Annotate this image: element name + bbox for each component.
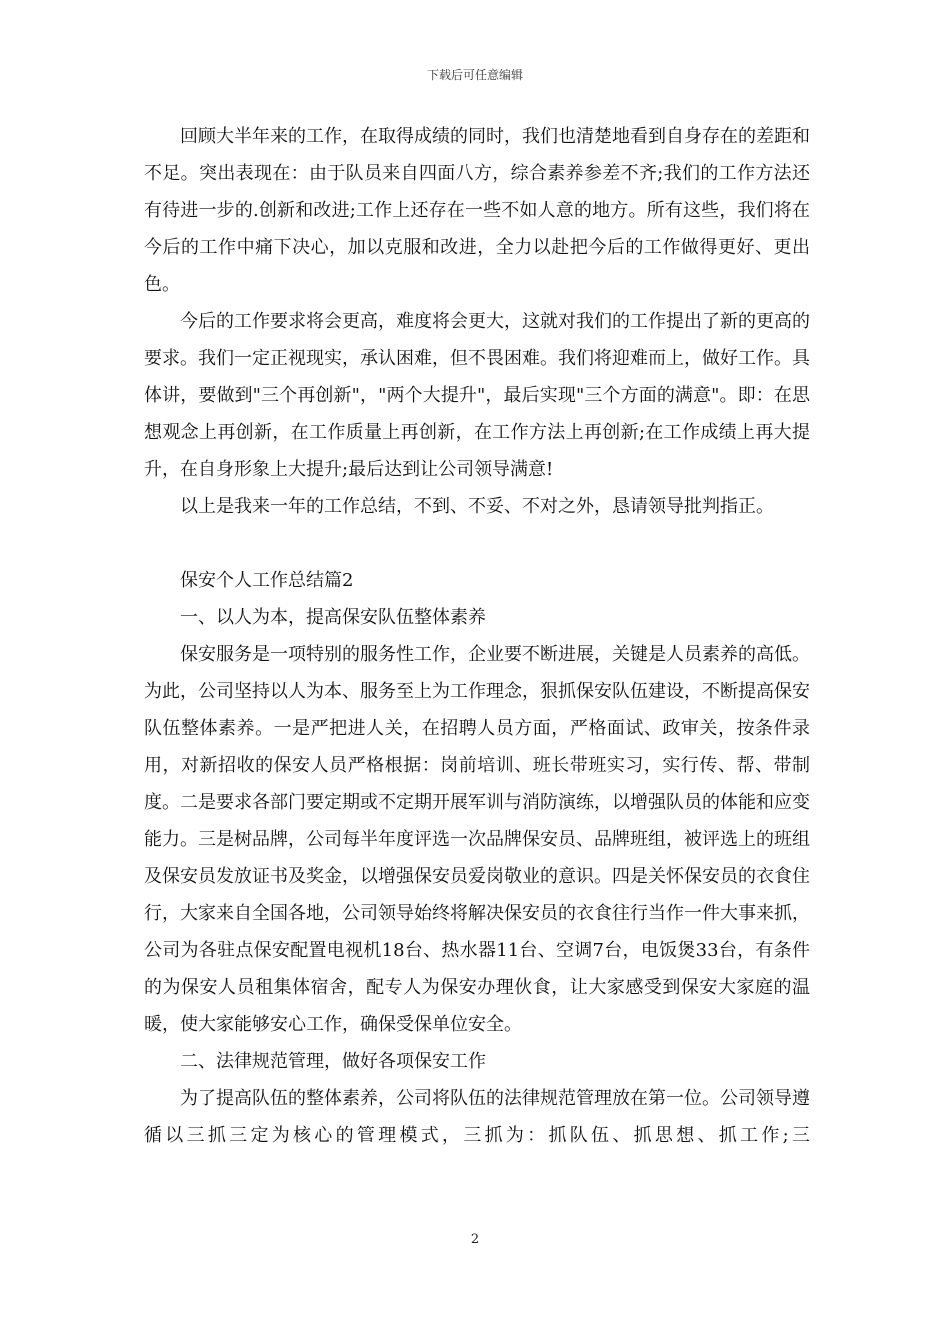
paragraph-closing: 以上是我来一年的工作总结，不到、不妥、不对之外，恳请领导批判指正。 xyxy=(180,496,774,517)
section-spacer xyxy=(144,525,810,562)
paragraph-security-service: 保安服务是一项特别的服务性工作，企业要不断进展，关键是人员素养的高低。为此，公司坚持以人为本、服务至上为工作理念，狠抓保安队伍建设，不断提高保安队伍整体素养。一是严把进人关，在招聘人员方面，严格面试、政审关，按条件录用，对新招收的保安人员严格根据：岗前培训、班长带班实习，实行传、帮、带制度。二是要求各部门要定期或不定期开展军训与消防演练，以增强队员的体能和应变能力。三是树品牌，公司每半年度评选一次品牌保安员、品牌班组，被评选上的班组及保安员发放证书及奖金，以增强保安员爱岗敬业的意识。四是关怀保安员的衣食住行，大家来自全国各地，公司领导始终将解决保安员的衣食往行当作一件大事来抓，公司为各驻点保安配置电视机18台、热水器11台、空调7台，电饭煲33台，有条件的为保安人员租集体宿舍，配专人为保安办理伙食，让大家感受到保安大家庭的温暖，使大家能够安心工作，确保受保单位安全。 xyxy=(144,644,810,1035)
page-number: 2 xyxy=(470,1232,480,1247)
page-header: 下载后可任意编辑 xyxy=(426,68,523,82)
paragraph-future-requirements: 今后的工作要求将会更高，难度将会更大，这就对我们的工作提出了新的更高的要求。我们一定正视现实，承认困难，但不畏困难。我们将迎难而上，做好工作。具体讲，要做到"三个再创新"，"两个大提升"，最后实现"三个方面的满意"。即：在思想观念上再创新，在工作质量上再创新，在工作方法上再创新;在工作成绩上再大提升，在自身形象上大提升;最后达到让公司领导满意! xyxy=(144,311,810,480)
heading-legal-management: 二、法律规范管理，做好各项保安工作 xyxy=(180,1051,486,1072)
heading-people-oriented: 一、以人为本，提高保安队伍整体素养 xyxy=(180,607,486,628)
section-title: 保安个人工作总结篇2 xyxy=(180,570,354,591)
paragraph-team-quality: 为了提高队伍的整体素养，公司将队伍的法律规范管理放在第一位。公司领导遵循以三抓三定为核心的管理模式，三抓为：抓队伍、抓思想、抓工作;三 xyxy=(144,1088,810,1146)
paragraph-shortcomings: 回顾大半年来的工作，在取得成绩的同时，我们也清楚地看到自身存在的差距和不足。突出表现在：由于队员来自四面八方，综合素养参差不齐;我们的工作方法还有待进一步的.创新和改进;工作上还存在一些不如人意的地方。所有这些，我们将在今后的工作中痛下决心，加以克服和改进，全力以赴把今后的工作做得更好、更出色。 xyxy=(144,126,810,295)
document-body xyxy=(144,118,810,1154)
